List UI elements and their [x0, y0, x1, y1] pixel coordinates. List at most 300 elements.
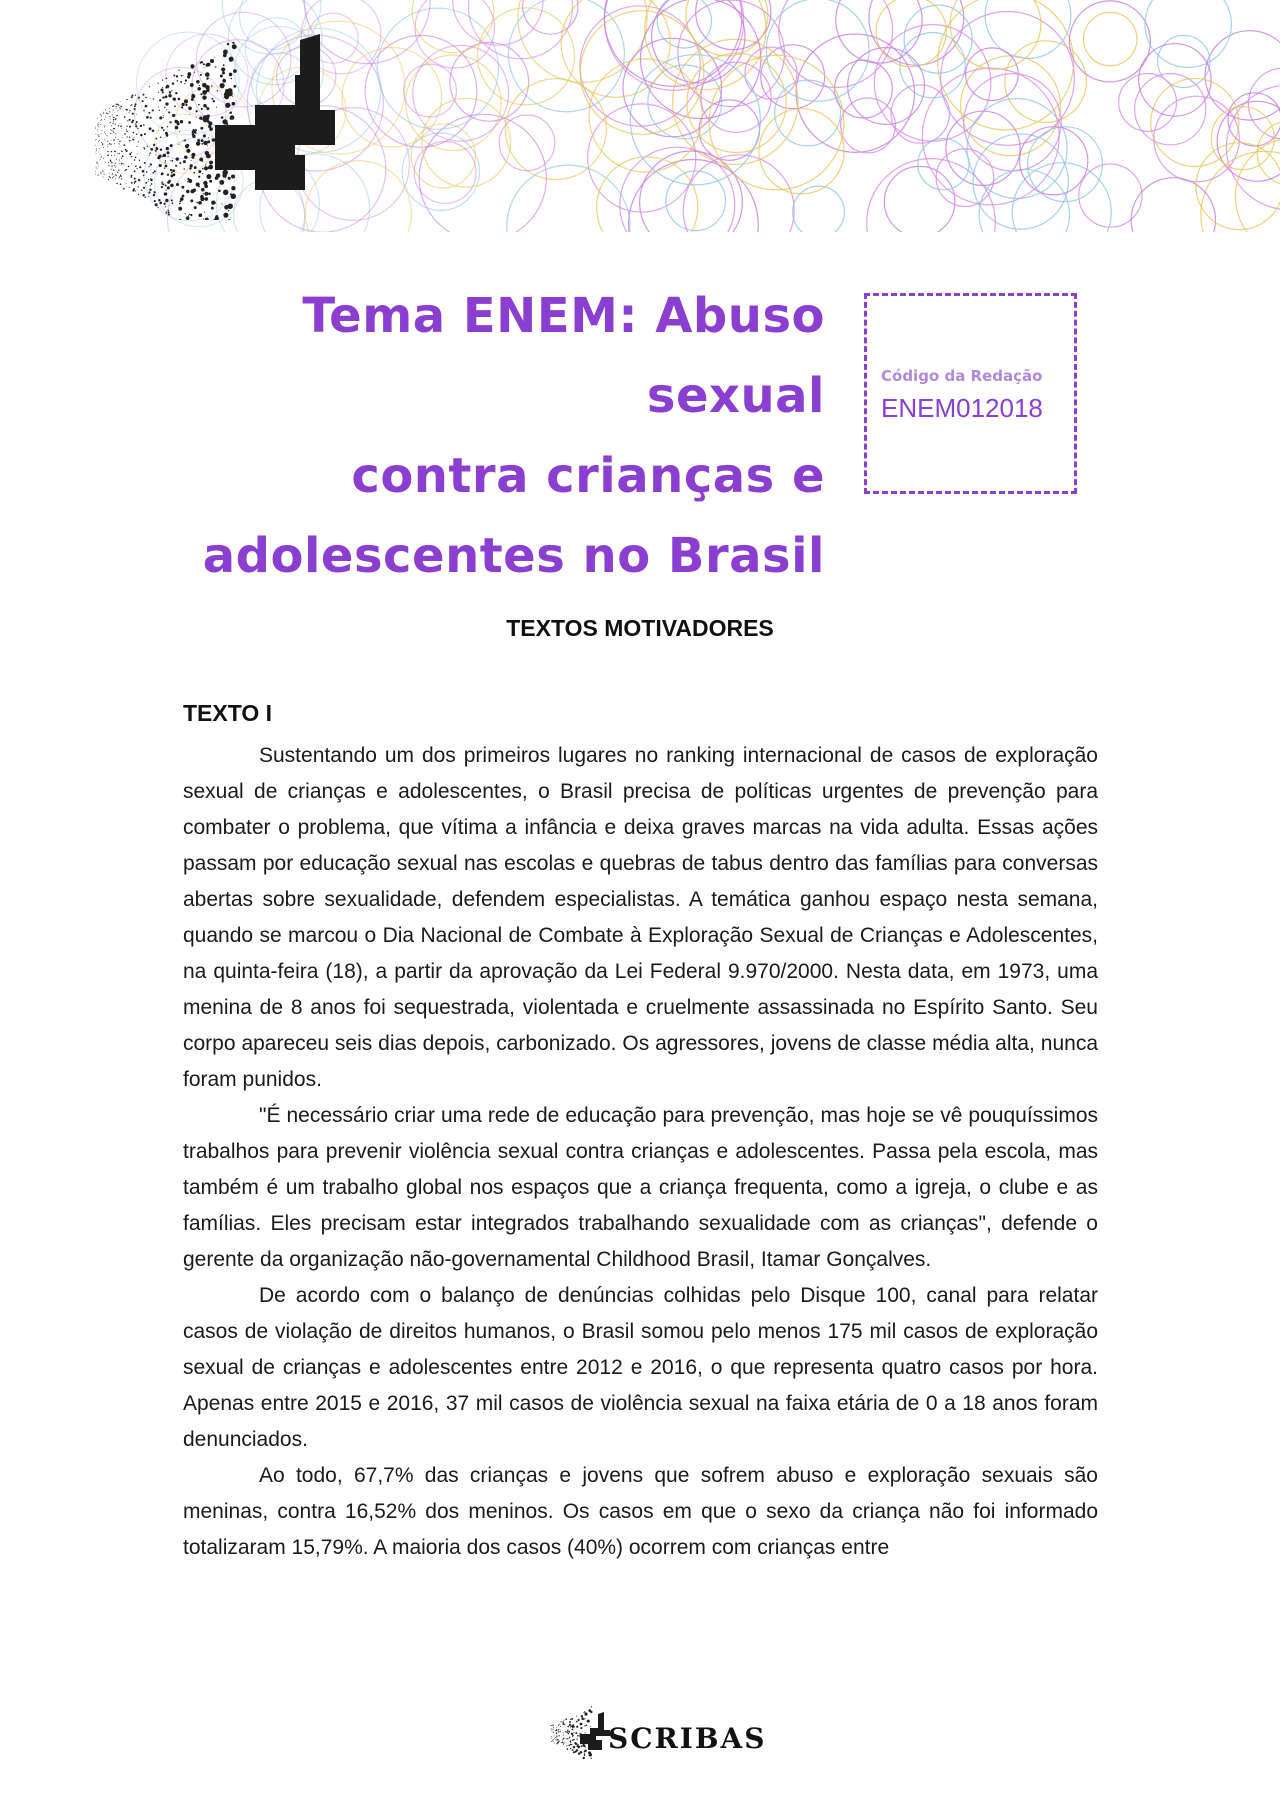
spray-dot: [108, 144, 109, 145]
spray-dot: [186, 190, 189, 193]
spray-dot: [227, 91, 232, 96]
spray-dot: [570, 1719, 571, 1720]
spray-dot: [191, 189, 195, 193]
spray-dot: [232, 42, 234, 44]
spray-dot: [145, 105, 148, 108]
spray-dot: [118, 178, 119, 179]
spray-dot: [572, 1735, 574, 1737]
decorative-circle: [673, 39, 798, 164]
spray-dot: [183, 75, 184, 76]
spray-dot: [164, 167, 165, 168]
spray-dot: [566, 1738, 567, 1739]
decorative-circle: [523, 0, 578, 34]
decorative-circle: [946, 111, 1020, 185]
spray-dot: [101, 115, 102, 116]
spray-dot: [100, 173, 101, 174]
spray-dot: [162, 87, 163, 88]
spray-dot: [164, 203, 166, 205]
spray-dot: [162, 96, 164, 98]
spray-dot: [567, 1730, 568, 1731]
spray-dot: [225, 103, 230, 108]
spray-dot: [107, 141, 108, 142]
spray-dot: [96, 150, 97, 151]
spray-dot: [125, 170, 126, 171]
spray-dot: [124, 133, 126, 135]
spray-dot: [165, 212, 167, 214]
spray-dot: [233, 69, 237, 73]
spray-dot: [133, 132, 135, 134]
spray-dot: [551, 1738, 552, 1739]
spray-dot: [207, 120, 210, 123]
spray-dot: [96, 151, 97, 152]
spray-dot: [130, 176, 132, 178]
spray-dot: [120, 175, 121, 176]
spray-dot: [180, 120, 183, 123]
spray-dot: [97, 124, 98, 125]
spray-dot: [107, 146, 108, 147]
spray-dot: [110, 122, 111, 123]
spray-dot: [171, 160, 173, 162]
spray-dot: [136, 114, 137, 115]
spray-dot: [150, 163, 152, 165]
code-value: ENEM012018: [881, 393, 1043, 423]
spray-dot: [98, 141, 99, 142]
spray-dot: [570, 1741, 572, 1743]
spray-dot: [230, 217, 231, 218]
spray-dot: [105, 133, 106, 134]
spray-dot: [172, 82, 174, 84]
spray-dot: [142, 94, 144, 96]
spray-dot: [138, 141, 139, 142]
spray-dot: [564, 1720, 565, 1721]
spray-dot: [115, 137, 116, 138]
spray-dot: [230, 117, 233, 120]
spray-dot: [563, 1743, 564, 1744]
spray-dot: [228, 219, 232, 220]
spray-dot: [154, 200, 156, 202]
spray-dot: [134, 159, 136, 161]
spray-dot: [116, 115, 117, 116]
spray-dot: [154, 170, 156, 172]
spray-dot: [176, 75, 178, 77]
spray-dot: [209, 180, 212, 183]
spray-dot: [122, 137, 123, 138]
spray-dot: [111, 162, 112, 163]
spray-dot: [216, 107, 217, 108]
spray-dot: [207, 115, 210, 118]
spray-dot: [137, 154, 138, 155]
decorative-circle: [841, 98, 896, 153]
spray-dot: [112, 173, 113, 174]
spray-dot: [149, 127, 152, 130]
spray-dot: [119, 153, 120, 154]
spray-dot: [221, 116, 224, 119]
spray-dot: [111, 151, 112, 152]
spray-dot: [568, 1731, 570, 1733]
spray-dot: [578, 1719, 580, 1721]
spray-dot: [551, 1729, 552, 1730]
spray-dot: [135, 157, 137, 159]
spray-dot: [584, 1751, 585, 1752]
spray-dot: [587, 1720, 590, 1723]
spray-dot: [167, 126, 168, 127]
spray-dot: [202, 91, 204, 93]
spray-dot: [148, 181, 149, 182]
spray-dot: [203, 63, 205, 65]
spray-dot: [584, 1753, 586, 1755]
spray-dot: [211, 200, 215, 204]
spray-dot: [165, 165, 168, 168]
spray-dot: [184, 156, 187, 159]
spray-dot: [584, 1755, 585, 1756]
spray-dot: [148, 112, 150, 114]
spray-dot: [572, 1725, 574, 1727]
spray-dot: [204, 192, 208, 196]
spray-dot: [202, 161, 203, 162]
spray-dot: [196, 141, 200, 145]
spray-dot: [121, 106, 122, 107]
spray-dot: [165, 160, 166, 161]
spray-dot: [166, 109, 167, 110]
spray-dot: [164, 154, 166, 156]
spray-dot: [167, 151, 170, 154]
spray-dot: [113, 128, 114, 129]
spray-dot: [194, 72, 195, 73]
spray-dot: [122, 155, 124, 157]
spray-dot: [170, 184, 174, 188]
spray-dot: [206, 107, 209, 110]
spray-dot: [126, 99, 127, 100]
spray-dot: [576, 1721, 578, 1723]
spray-dot: [117, 153, 118, 154]
spray-dot: [102, 130, 103, 131]
spray-dot: [559, 1735, 560, 1736]
spray-dot: [112, 109, 113, 110]
spray-dot: [231, 186, 235, 190]
spray-dot: [99, 148, 100, 149]
spray-dot: [211, 207, 214, 210]
spray-dot: [119, 143, 120, 144]
spray-dot: [129, 110, 130, 111]
spray-dot: [200, 93, 202, 95]
decorative-circle: [404, 64, 457, 117]
spray-dot: [223, 64, 225, 66]
decorative-circle: [1196, 143, 1280, 230]
spray-dot: [126, 109, 128, 111]
spray-dot: [167, 134, 168, 135]
spray-dot: [556, 1735, 557, 1736]
spray-dot: [181, 103, 184, 106]
spray-dot: [199, 85, 200, 86]
spray-dot: [177, 80, 179, 82]
spray-dot: [112, 115, 113, 116]
spray-dot: [134, 108, 136, 110]
spray-dot: [119, 141, 120, 142]
spray-dot: [190, 83, 194, 87]
spray-dot: [121, 178, 122, 179]
spray-dot: [563, 1735, 564, 1736]
spray-dot: [131, 175, 133, 177]
spray-dot: [135, 110, 136, 111]
spray-dot: [566, 1745, 567, 1746]
spray-dot: [143, 124, 145, 126]
spray-dot: [190, 164, 193, 167]
page-title: [170, 276, 825, 596]
spray-dot: [198, 170, 201, 173]
spray-dot: [570, 1748, 571, 1749]
decorative-circle: [1131, 178, 1215, 232]
decorative-circle: [891, 85, 949, 143]
spray-dot: [171, 172, 173, 174]
spray-dot: [227, 43, 229, 45]
spray-dot: [174, 105, 176, 107]
spray-dot: [188, 215, 189, 216]
spray-dot: [129, 126, 131, 128]
spray-dot: [109, 176, 110, 177]
spray-dot: [203, 141, 207, 145]
spray-dot: [215, 202, 216, 203]
spray-dot: [551, 1725, 552, 1726]
spray-dot: [232, 102, 235, 105]
spray-dot: [204, 166, 208, 170]
paragraph: Ao todo, 67,7% das crianças e jovens que sofrem abuso e exploração sexuais são meninas, contra 16,52% dos meninos. Os casos em que o sexo da criança não foi informado totalizaram 15,79%. A maioria dos casos (40%) ocorrem com crianças entre: [183, 1464, 1098, 1559]
spray-dot: [557, 1742, 558, 1743]
spray-dot: [182, 140, 183, 141]
spray-dot: [570, 1744, 572, 1746]
spray-dot: [588, 1751, 591, 1754]
spray-dot: [230, 193, 232, 195]
spray-dot: [103, 176, 104, 177]
spray-dot: [581, 1718, 584, 1721]
spray-dot: [565, 1731, 566, 1732]
spray-dot: [228, 210, 229, 211]
spray-dot: [580, 1723, 583, 1726]
spray-dot: [175, 92, 177, 94]
spray-dot: [194, 206, 197, 209]
spray-dot: [120, 125, 122, 127]
spray-dot: [228, 177, 231, 180]
spray-dot: [204, 212, 205, 213]
spray-dot: [114, 165, 115, 166]
spray-dot: [552, 1725, 553, 1726]
spray-dot: [204, 184, 208, 188]
spray-dot: [207, 140, 210, 143]
spray-dot: [554, 1743, 555, 1744]
spray-dot: [200, 74, 202, 76]
decorative-circle: [588, 104, 696, 212]
spray-dot: [135, 123, 136, 124]
spray-dot: [232, 44, 237, 49]
spray-dot: [562, 1721, 564, 1723]
spray-dot: [588, 1709, 591, 1712]
spray-dot: [102, 145, 103, 146]
code-label: Código da Redação: [881, 367, 1043, 385]
spray-dot: [574, 1742, 576, 1744]
spray-dot: [171, 199, 173, 201]
spray-dot: [189, 167, 191, 169]
spray-dot: [139, 160, 140, 161]
spray-dot: [214, 57, 215, 58]
spray-dot: [132, 113, 134, 115]
spray-dot: [580, 1751, 583, 1754]
spray-dot: [226, 123, 228, 125]
spray-dot: [179, 131, 180, 132]
spray-dot: [163, 115, 164, 116]
spray-dot: [233, 85, 236, 88]
spray-dot: [163, 129, 165, 131]
spray-dot: [152, 109, 154, 111]
spray-dot: [98, 166, 99, 167]
spray-dot: [229, 60, 231, 62]
spray-dot: [145, 182, 147, 184]
spray-dot: [584, 1725, 585, 1726]
spray-dot: [95, 140, 96, 141]
spray-dot: [96, 148, 97, 149]
spray-dot: [138, 179, 140, 181]
spray-dot: [559, 1741, 560, 1742]
spray-dot: [553, 1732, 554, 1733]
spray-dot: [576, 1715, 577, 1716]
spray-dot: [170, 160, 171, 161]
spray-dot: [582, 1744, 585, 1747]
spray-dot: [192, 133, 195, 136]
decorative-circle: [1069, 1, 1150, 82]
spray-dot: [96, 139, 97, 140]
spray-dot: [187, 181, 188, 182]
spray-dot: [162, 92, 164, 94]
spray-dot: [95, 134, 96, 135]
spray-dot: [150, 148, 153, 151]
spray-dot: [223, 54, 227, 58]
spray-dot: [565, 1718, 567, 1720]
spray-dot: [134, 103, 136, 105]
spray-dot: [165, 185, 167, 187]
spray-dot: [121, 163, 123, 165]
spray-dot: [572, 1729, 574, 1731]
spray-dot: [96, 167, 97, 168]
spray-dot: [181, 75, 183, 77]
spray-dot: [148, 196, 149, 197]
spray-dot: [135, 94, 136, 95]
spray-dot: [144, 162, 146, 164]
spray-dot: [115, 178, 116, 179]
spray-dot: [129, 140, 131, 142]
spray-dot: [121, 151, 123, 153]
spray-dot: [161, 172, 164, 175]
spray-dot: [551, 1736, 552, 1737]
spray-dot: [583, 1757, 585, 1759]
spray-dot: [165, 95, 168, 98]
spray-dot: [556, 1730, 557, 1731]
spray-dot: [185, 213, 186, 214]
spray-dot: [562, 1740, 563, 1741]
spray-dot: [221, 67, 225, 71]
spray-dot: [127, 136, 128, 137]
spray-dot: [131, 156, 132, 157]
texto-body: [183, 738, 1098, 1566]
title-line-2: contra crianças e: [351, 448, 825, 504]
spray-dot: [221, 203, 222, 204]
spray-dot: [558, 1725, 559, 1726]
section-heading: TEXTOS MOTIVADORES: [506, 615, 774, 641]
spray-dot: [203, 193, 204, 194]
spray-dot: [231, 175, 235, 179]
spray-dot: [146, 171, 148, 173]
spray-dot: [104, 126, 105, 127]
decorative-circle: [918, 139, 969, 190]
decorative-circle: [507, 165, 630, 232]
spray-dot: [556, 1733, 557, 1734]
spray-dot: [161, 183, 163, 185]
spray-dot: [179, 203, 180, 204]
spray-dot: [231, 78, 232, 79]
spray-dot: [223, 49, 228, 54]
spray-dot: [234, 43, 235, 44]
spray-dot: [119, 107, 120, 108]
spray-dot: [100, 114, 101, 115]
spray-dot: [160, 88, 163, 91]
spray-dot: [178, 144, 179, 145]
spray-dot: [577, 1739, 578, 1740]
spray-dot: [223, 213, 228, 218]
spray-dot: [115, 133, 116, 134]
spray-dot: [215, 176, 219, 180]
spray-dot: [119, 163, 120, 164]
spray-dot: [184, 139, 186, 141]
spray-dot: [568, 1733, 570, 1735]
spray-dot: [167, 174, 169, 176]
spray-dot: [135, 165, 137, 167]
spray-dot: [576, 1726, 578, 1728]
spray-dot: [167, 186, 170, 189]
spray-dot: [169, 205, 170, 206]
spray-dot: [586, 1724, 588, 1726]
spray-dot: [564, 1742, 565, 1743]
spray-dot: [110, 177, 111, 178]
spray-dot: [208, 137, 209, 138]
spray-dot: [132, 95, 134, 97]
spray-dot: [201, 108, 203, 110]
spray-dot: [556, 1732, 557, 1733]
spray-dot: [561, 1742, 562, 1743]
spray-dot: [129, 112, 130, 113]
spray-dot: [119, 176, 120, 177]
spray-dot: [552, 1740, 553, 1741]
spray-dot: [138, 97, 140, 99]
spray-dot: [580, 1727, 582, 1729]
spray-dot: [98, 122, 99, 123]
spray-dot: [205, 218, 209, 220]
spray-dot: [161, 186, 163, 188]
spray-dot: [153, 194, 155, 196]
spray-dot: [100, 124, 101, 125]
spray-dot: [114, 139, 115, 140]
spray-dot: [220, 75, 223, 78]
decorative-circle: [796, 34, 914, 152]
spray-dot: [571, 1718, 573, 1720]
spray-dot: [137, 168, 138, 169]
spray-dot: [134, 106, 136, 108]
spray-dot: [143, 175, 145, 177]
spray-dot: [569, 1724, 571, 1726]
spray-dot: [136, 126, 138, 128]
spray-dot: [200, 197, 204, 201]
spray-dot: [213, 100, 215, 102]
spray-dot: [222, 72, 225, 75]
spray-dot: [575, 1751, 577, 1753]
spray-dot: [118, 104, 120, 106]
spray-dot: [556, 1743, 557, 1744]
